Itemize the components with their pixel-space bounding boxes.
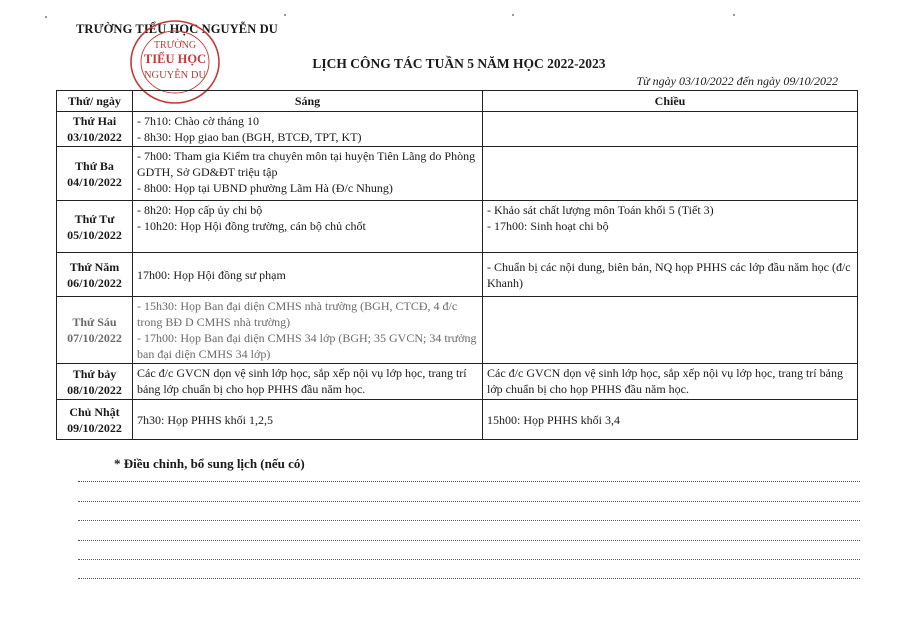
date-range: Từ ngày 03/10/2022 đến ngày 09/10/2022 <box>636 74 838 88</box>
morning-cell <box>133 112 483 147</box>
afternoon-cell <box>483 201 858 253</box>
afternoon-item: - Khảo sát chất lượng môn Toán khối 5 (Tiết 3) <box>487 203 714 217</box>
schedule-body <box>57 112 858 440</box>
morning-cell <box>133 201 483 253</box>
day-cell <box>57 400 133 440</box>
note-line <box>78 520 860 521</box>
header-afternoon: Chiều <box>483 91 858 112</box>
morning-item: 17h00: Họp Hội đồng sư phạm <box>137 267 286 282</box>
day-name: Thứ Ba <box>75 158 114 173</box>
schedule-row <box>57 112 858 147</box>
day-cell <box>57 147 133 201</box>
morning-item: 7h30: Họp PHHS khối 1,2,5 <box>137 412 274 427</box>
note-line <box>78 578 860 579</box>
day-date: 08/10/2022 <box>67 382 122 397</box>
morning-item: - 8h00: Họp tại UBND phường Lãm Hà (Đ/c Nhung) <box>137 181 393 195</box>
afternoon-cell <box>483 253 858 297</box>
stamp-line-3: NGUYỄN DU <box>143 70 207 81</box>
header-day: Thứ/ ngày <box>57 91 133 112</box>
day-date: 07/10/2022 <box>67 331 122 345</box>
scan-speck <box>45 16 47 18</box>
morning-item: - 15h30: Họp Ban đại diện CMHS nhà trường (BGH, CTCĐ, 4 đ/c trong BĐ D CMHS nhà trường) <box>137 299 458 329</box>
notes-title: * Điều chỉnh, bổ sung lịch (nếu có) <box>114 456 305 471</box>
morning-cell <box>133 253 483 297</box>
day-date: 03/10/2022 <box>67 130 122 144</box>
morning-cell <box>133 297 483 364</box>
day-name: Chủ Nhật <box>69 404 120 419</box>
note-line <box>78 559 860 560</box>
schedule-row <box>57 400 858 440</box>
day-name: Thứ Hai <box>72 114 117 128</box>
day-cell <box>57 253 133 297</box>
afternoon-cell <box>483 364 858 400</box>
morning-item: - 8h30: Họp giao ban (BGH, BTCĐ, TPT, KT) <box>137 130 362 144</box>
day-name: Thứ bảy <box>72 366 117 381</box>
afternoon-item: Các đ/c GVCN dọn vệ sinh lớp học, sắp xếp nội vụ lớp học, trang trí bảng lớp chuẩn bị cho họp PHHS đầu năm học. <box>487 366 843 396</box>
morning-item: - 17h00: Họp Ban đại diện CMHS 34 lớp (BGH; 35 GVCN; 34 trưởng ban đại diện CMHS 34 lớp) <box>137 331 477 361</box>
morning-cell <box>133 147 483 201</box>
header-morning: Sáng <box>133 91 483 112</box>
table-header-row <box>57 91 858 112</box>
day-cell <box>57 201 133 253</box>
note-line <box>78 540 860 541</box>
day-cell <box>57 112 133 147</box>
morning-item: - 10h20: Họp Hội đồng trường, cán bộ chủ chốt <box>137 219 366 233</box>
note-line <box>78 501 860 502</box>
day-cell <box>57 297 133 364</box>
schedule-row <box>57 253 858 297</box>
stamp-line-1: TRƯỜNG <box>153 40 197 51</box>
day-date: 06/10/2022 <box>67 275 122 290</box>
afternoon-item: - 17h00: Sinh hoạt chi bộ <box>487 219 609 233</box>
note-line <box>78 481 860 482</box>
morning-item: - 7h00: Tham gia Kiểm tra chuyên môn tại huyện Tiên Lãng do Phòng GDTH, Sở GD&ĐT triệu tập <box>137 149 476 179</box>
schedule-row <box>57 147 858 201</box>
day-date: 05/10/2022 <box>67 227 122 242</box>
afternoon-cell <box>483 112 858 147</box>
day-name: Thứ Sáu <box>72 315 117 329</box>
morning-cell <box>133 364 483 400</box>
stamp-line-2: TIỂU HỌC <box>143 52 207 66</box>
day-name: Thứ Tư <box>74 211 115 226</box>
page-title: LỊCH CÔNG TÁC TUẦN 5 NĂM HỌC 2022-2023 <box>312 56 606 71</box>
afternoon-item: 15h00: Họp PHHS khối 3,4 <box>487 412 621 427</box>
afternoon-item: - Chuẩn bị các nội dung, biên bản, NQ họp PHHS các lớp đầu năm học (đ/c Khanh) <box>487 259 851 290</box>
scan-speck <box>512 14 514 16</box>
morning-item: - 7h10: Chào cờ tháng 10 <box>137 114 259 128</box>
scan-speck <box>284 14 286 16</box>
schedule-row <box>57 297 858 364</box>
school-name: TRƯỜNG TIỂU HỌC NGUYỄN DU <box>76 22 278 36</box>
afternoon-cell <box>483 297 858 364</box>
day-date: 04/10/2022 <box>67 174 122 189</box>
day-name: Thứ Năm <box>69 259 120 274</box>
schedule-table <box>56 90 858 440</box>
schedule-row <box>57 201 858 253</box>
day-cell <box>57 364 133 400</box>
scan-speck <box>733 14 735 16</box>
day-date: 09/10/2022 <box>67 420 122 435</box>
morning-item: Các đ/c GVCN dọn vệ sinh lớp học, sắp xếp nội vụ lớp học, trang trí bảng lớp chuẩn bị cho họp PHHS đầu năm học. <box>137 366 467 396</box>
morning-cell <box>133 400 483 440</box>
schedule-row <box>57 364 858 400</box>
afternoon-cell <box>483 400 858 440</box>
afternoon-cell <box>483 147 858 201</box>
morning-item: - 8h20: Họp cấp ủy chi bộ <box>137 203 263 217</box>
